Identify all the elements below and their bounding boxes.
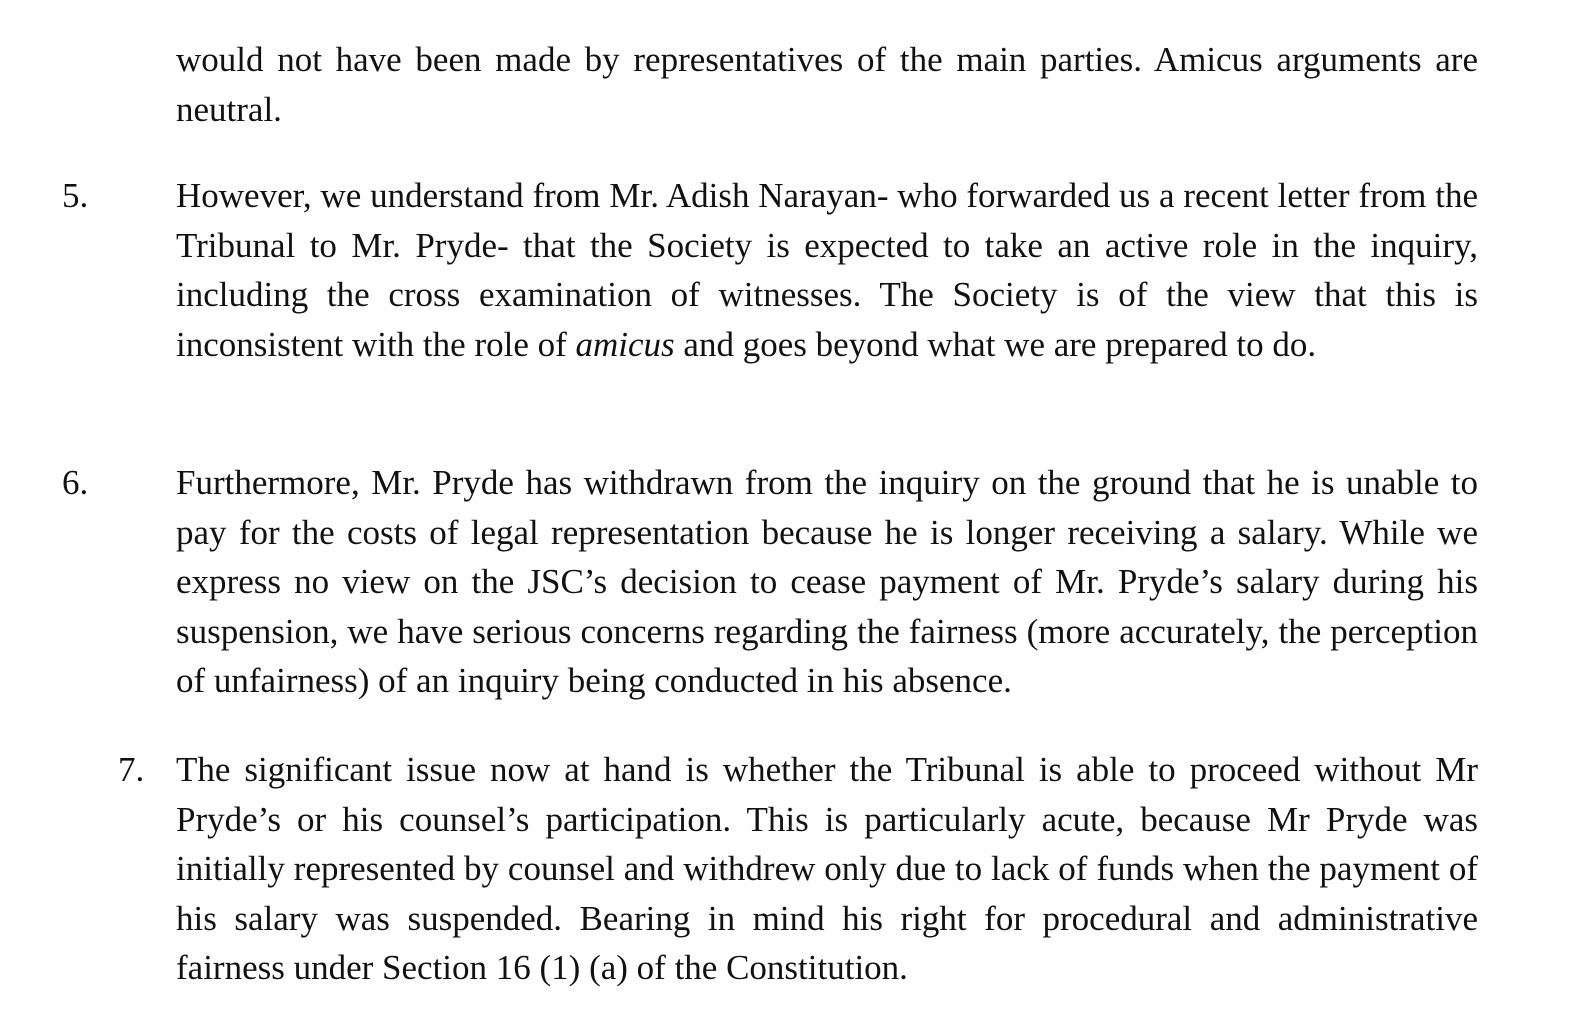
paragraph-number-5: 5. xyxy=(62,176,89,215)
paragraph-5-text-start: However, we understand from Mr. Adish Narayan- who forwarded us a recent letter from the Tribunal to Mr. Pryde- that the Society is expected to take an active role in the inquiry, including the cross examination of witnesses. The Society is of the view that this is inconsistent with the role of xyxy=(176,176,1478,364)
paragraph-7: The significant issue now at hand is whether the Tribunal is able to proceed without Mr Pryde’s or his counsel’s participation. This is particularly acute, because Mr Pryde was initially represented by counsel and withdrew only due to lack of funds when the payment of his salary was suspended. Bearing in mind his right for procedural and administrative fairness under Section 16 (1) (a) of the Constitution. xyxy=(176,750,1478,988)
paragraph-6: Furthermore, Mr. Pryde has withdrawn from the inquiry on the ground that he is unable to pay for the costs of legal representation because he is longer receiving a salary. While we express no view on the JSC’s decision to cease payment of Mr. Pryde’s salary during his suspension, we have serious concerns regarding the fairness (more accurately, the perception of unfairness) of an inquiry being conducted in his absence. xyxy=(176,463,1478,701)
paragraph-5 xyxy=(176,171,1478,369)
paragraph-continuation: would not have been made by representatives of the main parties. Amicus arguments are neutral. xyxy=(176,40,1478,129)
paragraph-number-6: 6. xyxy=(62,463,89,502)
paragraph-5-text-end: and goes beyond what we are prepared to do. xyxy=(674,324,1317,364)
paragraph-5-italic-term: amicus xyxy=(575,324,675,364)
paragraph-number-7: 7. xyxy=(118,750,145,789)
